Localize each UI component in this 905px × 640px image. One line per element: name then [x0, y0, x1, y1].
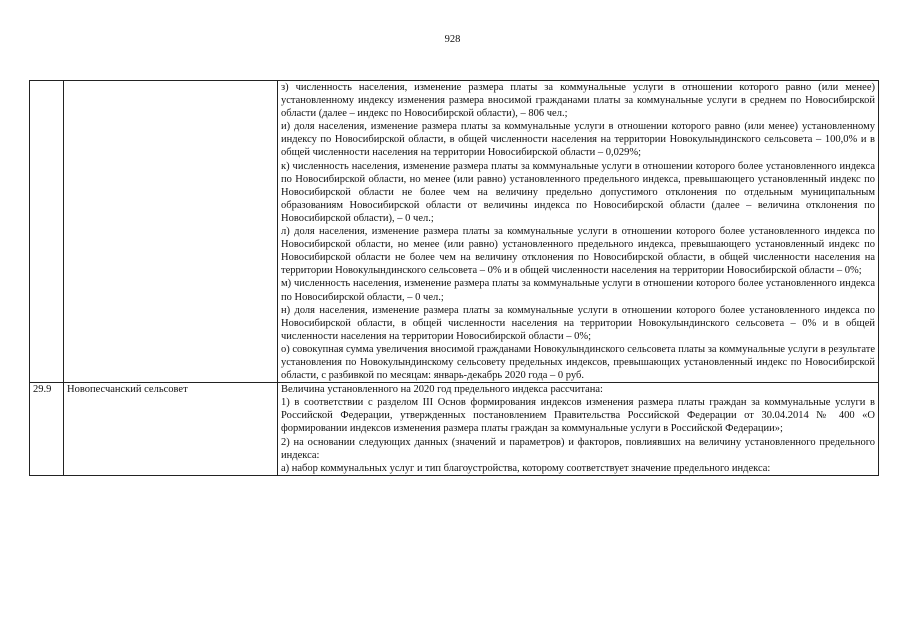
municipality-name-cell: Новопесчанский сельсовет [64, 383, 278, 476]
paragraph: 2) на основании следующих данных (значений и параметров) и факторов, повлиявших на величину установленного предельного индекса: [281, 436, 875, 461]
description-cell [278, 81, 879, 383]
paragraph: Величина установленного на 2020 год предельного индекса рассчитана: [281, 384, 603, 396]
table-row [30, 383, 879, 476]
document-table [29, 80, 879, 476]
table-row [30, 81, 879, 383]
page-number: 928 [444, 34, 461, 45]
row-number-cell [30, 81, 64, 383]
paragraph: з) численность населения, изменение размера платы за коммунальные услуги в отношении которого равно (или менее) установленному индексу изменения размера вносимой гражданами платы за коммунальные услуги в среднем по Новосибирской области (далее – индекс по Новосибирской области), – 806 чел.; [281, 82, 875, 120]
paragraph: к) численность населения, изменение размера платы за коммунальные услуги в отношении которого более установленного индекса по Новосибирской области, но менее (или равно) установленного предельного индекса, превышающего установленный индекс по Новосибирской области не более чем на величину предельно допустимого отклонения по отдельным муниципальным образованиям Новосибирской области от величины индекса по Новосибирской области (далее – величина отклонения по Новосибирской области), – 0 чел.; [281, 160, 875, 224]
row-number-cell: 29.9 [30, 383, 64, 476]
description-cell [278, 383, 879, 476]
paragraph: и) доля населения, изменение размера платы за коммунальные услуги в отношении которого равно (или менее) установленному индексу по Новосибирской области, в общей численности населения на территории Новокулындинского сельсовета – 100,0% и в общей численности населения на территории Новосибирской области – 0,029%; [281, 121, 875, 159]
paragraph: н) доля населения, изменение размера платы за коммунальные услуги в отношении которого более установленного индекса по Новосибирской области, в общей численности населения на территории Новокулындинского сельсовета – 0% и в общей численности населения на территории Новосибирской области – 0%; [281, 304, 875, 342]
paragraph: 1) в соответствии с разделом III Основ формирования индексов изменения размера платы граждан за коммунальные услуги в Российской Федерации, утвержденных постановлением Правительства Российской Федерации от 30.04.2014 № 400 «О формировании индексов изменения размера платы граждан за коммунальные услуги в Российской Федерации»; [281, 397, 875, 435]
paragraph: о) совокупная сумма увеличения вносимой гражданами Новокулындинского сельсовета платы за коммунальные услуги в результате установления по Новокулындинскому сельсовету предельных индексов, превышающих установленный индекс по Новосибирской области, с разбивкой по месяцам: январь-декабрь 2020 года – 0 руб. [281, 343, 875, 382]
paragraph: л) доля населения, изменение размера платы за коммунальные услуги в отношении которого более установленного индекса по Новосибирской области, но менее (или равно) установленного предельного индекса, превышающего установленный индекс по Новосибирской области не более чем на величину отклонения по Новосибирской области, в общей численности населения на территории Новокулындинского сельсовета – 0% и в общей численности населения на территории Новосибирской области – 0%; [281, 226, 875, 277]
municipality-name-cell [64, 81, 278, 383]
paragraph: а) набор коммунальных услуг и тип благоустройства, которому соответствует значение предельного индекса: [281, 462, 771, 474]
paragraph: м) численность населения, изменение размера платы за коммунальные услуги в отношении которого более установленного индекса по Новосибирской области, – 0 чел.; [281, 278, 875, 303]
